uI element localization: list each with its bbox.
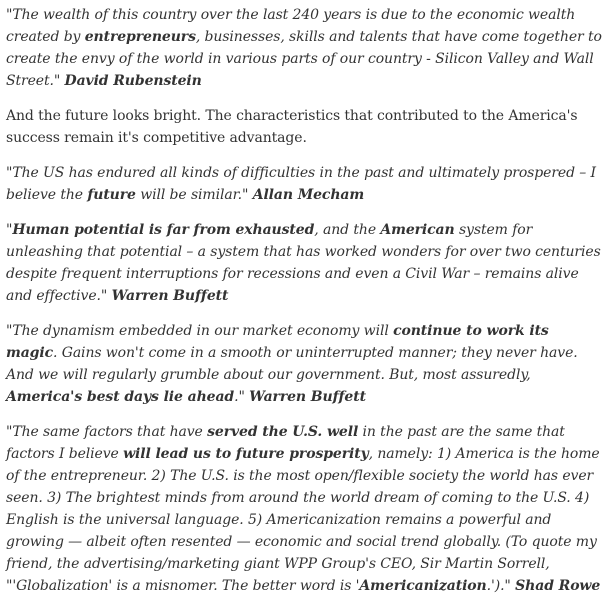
- quote-rowe: [6, 421, 603, 597]
- quote-text: . Gains won't come in a smooth or uninterrupted manner; they never have. And we will regularly grumble about our government. But, most assuredly,: [6, 345, 578, 383]
- quote-buffett-dynamism: [6, 320, 603, 408]
- quote-text: , businesses, skills and talents that have come together to create the envy of the world in various parts of our country - Silicon Valley and Wall Street.": [6, 29, 602, 89]
- quote-text: will be similar.": [135, 187, 253, 203]
- quote-text: "The same factors that have: [6, 424, 208, 440]
- quote-text: "The wealth of this country over the last 240 years is due to the economic wealth created by: [6, 7, 576, 45]
- emphasis: served the U.S. well: [207, 424, 359, 440]
- quote-text: .').": [486, 578, 516, 594]
- quote-author: Warren Buffett: [111, 288, 229, 304]
- quote-rubenstein: [6, 4, 603, 92]
- quote-text: "The US has endured all kinds of difficulties in the past and ultimately prospered – I believe the: [6, 165, 596, 203]
- quote-author: Shad Rowe: [515, 578, 601, 594]
- emphasis: Human potential is far from exhausted: [12, 222, 315, 238]
- quote-buffett-potential: [6, 219, 603, 307]
- emphasis: future: [87, 187, 136, 203]
- quote-text: .": [234, 389, 250, 405]
- quote-mecham: [6, 162, 603, 206]
- emphasis: American: [380, 222, 455, 238]
- commentary-text: And the future looks bright. The characteristics that contributed to the America's success remain it's competitive advantage.: [6, 108, 578, 146]
- quote-text: , and the: [314, 222, 381, 238]
- quote-author: Warren Buffett: [249, 389, 366, 405]
- quote-text: in the past are the same that factors I believe: [6, 424, 565, 462]
- quote-author: Allan Mecham: [252, 187, 365, 203]
- quote-author: David Rubenstein: [64, 73, 202, 89]
- emphasis: continue to work its magic: [6, 323, 549, 361]
- emphasis: entrepreneurs: [84, 29, 196, 45]
- quote-text: , namely: 1) America is the home of the entrepreneur. 2) The U.S. is the most open/flexible society the world has ever seen. 3) The brightest minds from around the world dream of coming to the U.S. 4) English is the universal language. 5) Americanization remains a powerful and growing — albeit often resented — economic and social trend globally. (To quote my friend, the advertising/marketing giant WPP Group's CEO, Sir Martin Sorrell, "'Globalization' is a misnomer. The better word is ': [6, 446, 600, 594]
- emphasis: Americanization: [359, 578, 487, 594]
- emphasis: will lead us to future prosperity: [123, 446, 369, 462]
- quote-text: system for unleashing that potential – a system that has worked wonders for over two centuries despite frequent interruptions for recessions and even a Civil War – remains alive and effective.": [6, 222, 601, 304]
- quote-text: ": [6, 222, 13, 238]
- quote-text: "The dynamism embedded in our market economy will: [6, 323, 394, 339]
- emphasis: America's best days lie ahead: [6, 389, 235, 405]
- commentary-paragraph: [6, 105, 603, 149]
